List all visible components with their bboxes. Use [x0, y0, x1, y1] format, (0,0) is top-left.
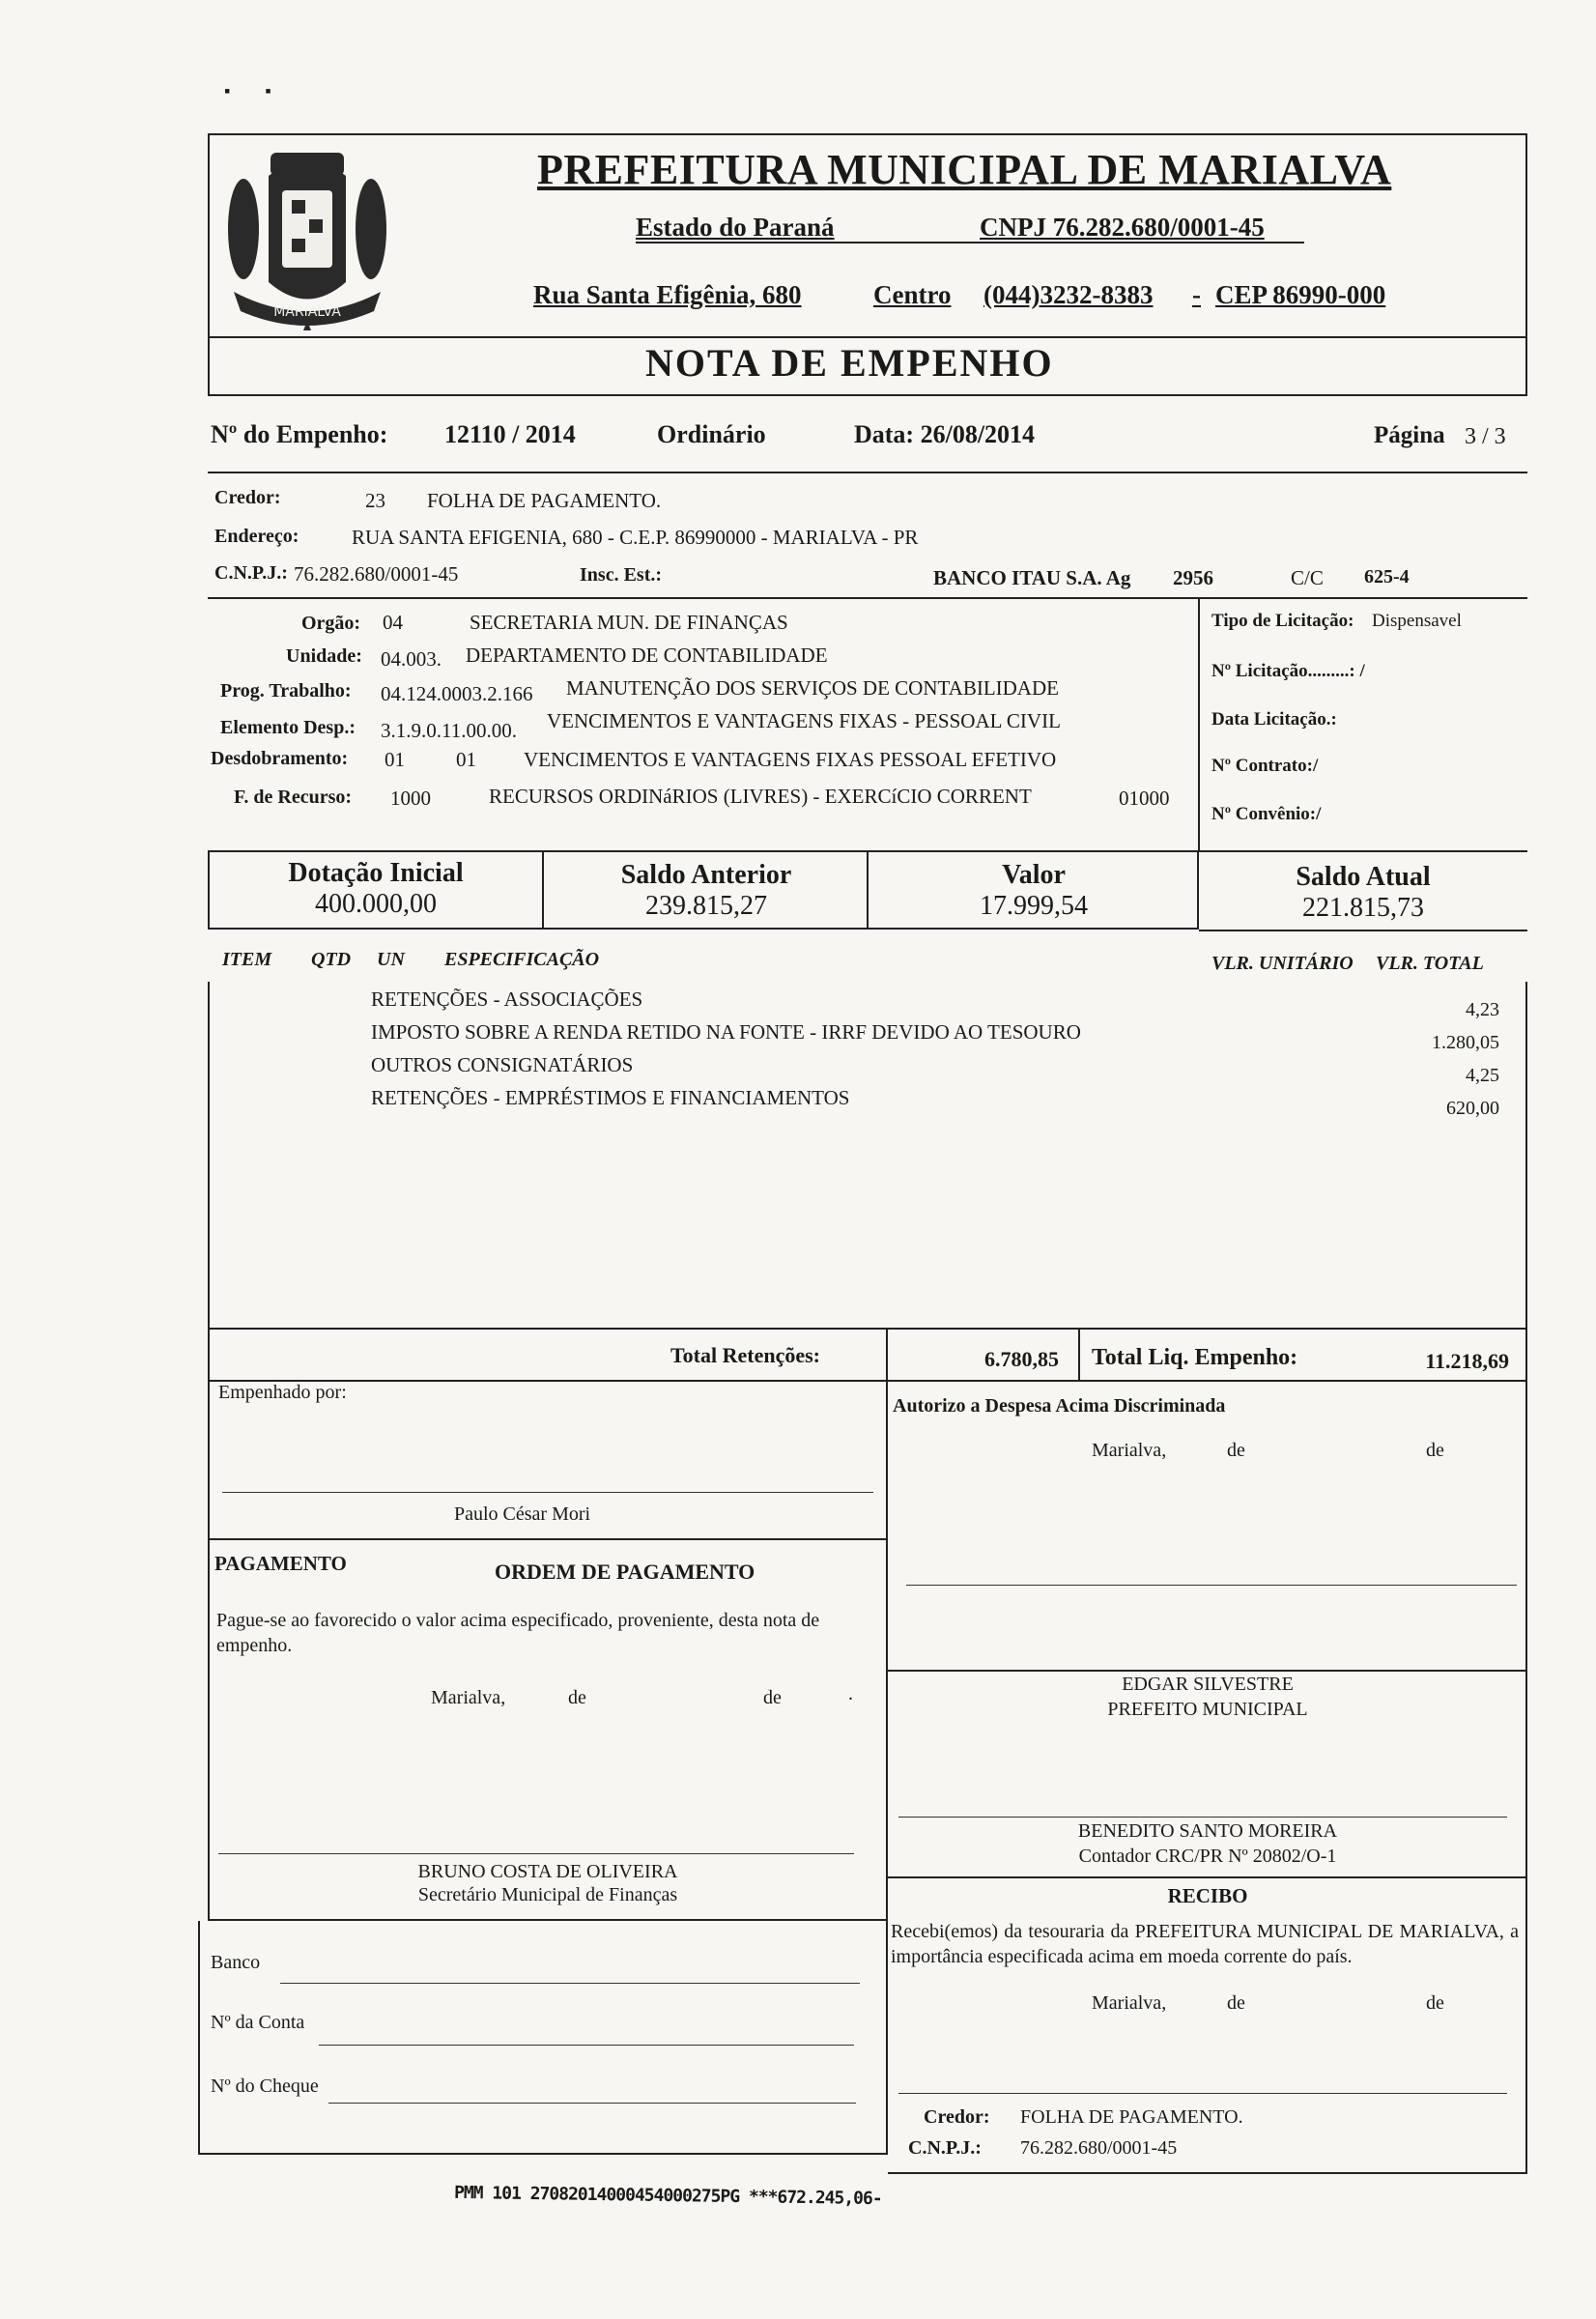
secretario-name: BRUNO COSTA DE OLIVEIRA	[417, 1861, 678, 1882]
prog: MANUTENÇÃO DOS SERVIÇOS DE CONTABILIDADE	[566, 676, 1059, 700]
recurso: RECURSOS ORDINáRIOS (LIVRES) - EXERCíCIO CORRENT	[489, 785, 1032, 808]
col-un: UN	[377, 949, 405, 970]
pagamento-label: PAGAMENTO	[214, 1552, 347, 1575]
dotacao-label: Dotação Inicial	[288, 858, 464, 888]
recibo-cnpj-label: C.N.P.J.:	[908, 2137, 982, 2159]
autorizo-de2: de	[1426, 1440, 1444, 1461]
ordem-pagamento-label: ORDEM DE PAGAMENTO	[495, 1560, 755, 1584]
licitacao-data: Data Licitação.:	[1211, 709, 1337, 730]
desd: VENCIMENTOS E VANTAGENS FIXAS PESSOAL EFETIVO	[524, 748, 1057, 771]
prefeito-title: PREFEITO MUNICIPAL	[1107, 1699, 1308, 1720]
unidade-code: 04.003.	[381, 647, 442, 671]
banco-label: Banco	[211, 1952, 261, 1973]
pague-marialva: Marialva,	[431, 1687, 506, 1708]
secretario-title: Secretário Municipal de Finanças	[417, 1884, 678, 1905]
saldo-anterior-value: 239.815,27	[645, 891, 767, 921]
header-cnpj: CNPJ 76.282.680/0001-45	[980, 213, 1265, 242]
contador-title: Contador CRC/PR Nº 20802/O-1	[1078, 1846, 1337, 1867]
recurso-code: 1000	[390, 787, 431, 810]
municipal-seal	[214, 137, 400, 335]
autorizo-label: Autorizo a Despesa Acima Discriminada	[893, 1395, 1226, 1417]
page-title: PREFEITURA MUNICIPAL DE MARIALVA	[537, 146, 1392, 193]
pague-de1: de	[568, 1687, 586, 1708]
unidade: DEPARTAMENTO DE CONTABILIDADE	[466, 644, 828, 667]
pague-dot: .	[848, 1683, 853, 1704]
cep: CEP 86990-000	[1215, 280, 1386, 309]
autorizo-de1: de	[1227, 1440, 1245, 1461]
saldo-atual-value: 221.815,73	[1302, 893, 1424, 923]
budget-divider	[1198, 597, 1200, 852]
list-item: RETENÇÕES - ASSOCIAÇÕES	[371, 988, 643, 1011]
prefeito-name: EDGAR SILVESTRE	[1122, 1674, 1294, 1695]
empenho-number: 12110 / 2014	[444, 420, 576, 448]
divider	[1199, 930, 1527, 931]
item-total: 4,23	[1466, 999, 1499, 1020]
desd-label: Desdobramento:	[211, 748, 349, 769]
divider	[888, 1670, 1527, 1672]
phone: (044)3232-8383	[983, 280, 1154, 309]
cheque-label: Nº do Cheque	[211, 2076, 319, 2097]
endereco: RUA SANTA EFIGENIA, 680 - C.E.P. 86990000 - MARIALVA - PR	[352, 526, 919, 549]
dotacao-value: 400.000,00	[315, 889, 437, 919]
divider	[208, 597, 1527, 599]
licitacao-numero: Nº Licitação.........: /	[1211, 661, 1365, 681]
recibo-marialva: Marialva,	[1092, 1992, 1167, 2014]
cheque-line[interactable]	[328, 2103, 856, 2104]
recurso-label: F. de Recurso:	[234, 787, 353, 808]
credor-name: FOLHA DE PAGAMENTO.	[427, 489, 662, 512]
orgao-label: Orgão:	[301, 613, 361, 634]
conta-line[interactable]	[319, 2045, 854, 2046]
insc-label: Insc. Est.:	[580, 564, 663, 586]
endereco-label: Endereço:	[214, 526, 299, 547]
item-total: 1.280,05	[1432, 1032, 1499, 1053]
bank-box	[198, 1921, 888, 2155]
state-name: Estado do Paraná	[636, 213, 835, 242]
elem-code: 3.1.9.0.11.00.00.	[381, 719, 517, 742]
total-liq-value: 11.218,69	[1425, 1349, 1509, 1373]
page-number: 3 / 3	[1465, 424, 1506, 449]
list-item: RETENÇÕES - EMPRÉSTIMOS E FINANCIAMENTOS	[371, 1086, 850, 1109]
recibo-de2: de	[1426, 1992, 1444, 2014]
empenhado-name: Paulo César Mori	[454, 1503, 591, 1525]
pague-de2: de	[763, 1687, 782, 1708]
header-underline	[636, 242, 1304, 243]
signature-line	[898, 2093, 1507, 2094]
col-item: ITEM	[222, 949, 272, 970]
licitacao-tipo-value: Dispensavel	[1372, 611, 1462, 631]
signature-line	[218, 1853, 854, 1854]
items-list	[371, 988, 1081, 1119]
col-vlr-total: VLR. TOTAL	[1376, 953, 1484, 974]
recibo-de1: de	[1227, 1992, 1245, 2014]
total-liq-label: Total Liq. Empenho:	[1092, 1345, 1298, 1370]
right-signatures-box	[888, 1382, 1527, 2174]
orgao-code: 04	[383, 611, 403, 634]
valor-value: 17.999,54	[980, 891, 1088, 921]
page-label: Página	[1374, 422, 1445, 448]
divider	[888, 1876, 1527, 1878]
signature-line	[898, 1817, 1507, 1818]
cnpj-value: 76.282.680/0001-45	[294, 562, 459, 586]
convenio: Nº Convênio:/	[1211, 804, 1322, 824]
elem-label: Elemento Desp.:	[220, 717, 356, 738]
pague-text: Pague-se ao favorecido o valor acima especificado, proveniente, desta nota de empenho.	[216, 1610, 820, 1656]
summary-divider	[1078, 1330, 1080, 1382]
recibo-title: RECIBO	[1167, 1884, 1248, 1907]
total-retencoes-value: 6.780,85	[984, 1347, 1059, 1371]
saldo-atual-label: Saldo Atual	[1296, 862, 1431, 892]
credor-code: 23	[365, 489, 385, 512]
col-vlr-unitario: VLR. UNITÁRIO	[1211, 953, 1354, 974]
total-retencoes-label: Total Retenções:	[670, 1343, 820, 1367]
list-item: IMPOSTO SOBRE A RENDA RETIDO NA FONTE - IRRF DEVIDO AO TESOURO	[371, 1020, 1081, 1044]
street: Rua Santa Efigênia, 680	[533, 280, 802, 309]
items-totals	[1345, 999, 1499, 1131]
contador-name: BENEDITO SANTO MOREIRA	[1077, 1820, 1338, 1842]
recibo-cnpj: 76.282.680/0001-45	[1020, 2137, 1178, 2159]
cnpj-label: C.N.P.J.:	[214, 562, 288, 584]
saldo-anterior-label: Saldo Anterior	[620, 860, 792, 890]
cc-value: 625-4	[1364, 566, 1410, 587]
col-especificacao: ESPECIFICAÇÃO	[444, 949, 600, 970]
scan-mark: ▪ ▪	[224, 81, 271, 100]
district: Centro	[873, 280, 952, 309]
licitacao-tipo-label: Tipo de Licitação:	[1211, 611, 1354, 631]
recibo-text: Recebi(emos) da tesouraria da PREFEITURA MUNICIPAL DE MARIALVA, a importância especificada acima em moeda corrente do país.	[891, 1921, 1519, 1967]
bank-name: BANCO ITAU S.A. Ag	[933, 566, 1131, 589]
autorizo-marialva: Marialva,	[1092, 1440, 1167, 1461]
footer-code: PMM 101 27082014000454000275PG ***672.245,06-	[453, 2182, 882, 2210]
empenho-type: Ordinário	[657, 420, 766, 448]
desd-code2: 01	[456, 748, 476, 771]
empenhado-label: Empenhado por:	[218, 1382, 347, 1403]
empenho-number-label: Nº do Empenho:	[211, 420, 388, 448]
item-total: 620,00	[1446, 1098, 1499, 1119]
header-divider	[208, 336, 1527, 338]
credor-label: Credor:	[214, 487, 281, 508]
col-qtd: QTD	[311, 949, 352, 970]
signature-line	[222, 1492, 873, 1493]
orgao: SECRETARIA MUN. DE FINANÇAS	[470, 611, 788, 634]
cc-label: C/C	[1291, 566, 1324, 589]
bank-agency: 2956	[1173, 566, 1213, 589]
divider	[208, 472, 1527, 473]
signature-line	[906, 1585, 1517, 1586]
dash: -	[1192, 280, 1201, 309]
valor-label: Valor	[1002, 860, 1066, 890]
svg-text:MARIALVA: MARIALVA	[273, 304, 341, 320]
prog-code: 04.124.0003.2.166	[381, 682, 533, 705]
empenho-date: Data: 26/08/2014	[854, 420, 1036, 448]
recibo-credor-label: Credor:	[924, 2106, 990, 2128]
recurso-code2: 01000	[1119, 787, 1170, 810]
doc-title: NOTA DE EMPENHO	[645, 341, 1054, 385]
elem: VENCIMENTOS E VANTAGENS FIXAS - PESSOAL CIVIL	[547, 709, 1061, 732]
recibo-credor: FOLHA DE PAGAMENTO.	[1020, 2106, 1243, 2128]
desd-code1: 01	[385, 748, 405, 771]
item-total: 4,25	[1466, 1065, 1499, 1086]
conta-label: Nº da Conta	[211, 2012, 305, 2033]
list-item: OUTROS CONSIGNATÁRIOS	[371, 1053, 634, 1076]
banco-line[interactable]	[280, 1983, 860, 1984]
unidade-label: Unidade:	[286, 645, 362, 667]
prog-label: Prog. Trabalho:	[220, 680, 352, 701]
contrato: Nº Contrato:/	[1211, 756, 1319, 776]
